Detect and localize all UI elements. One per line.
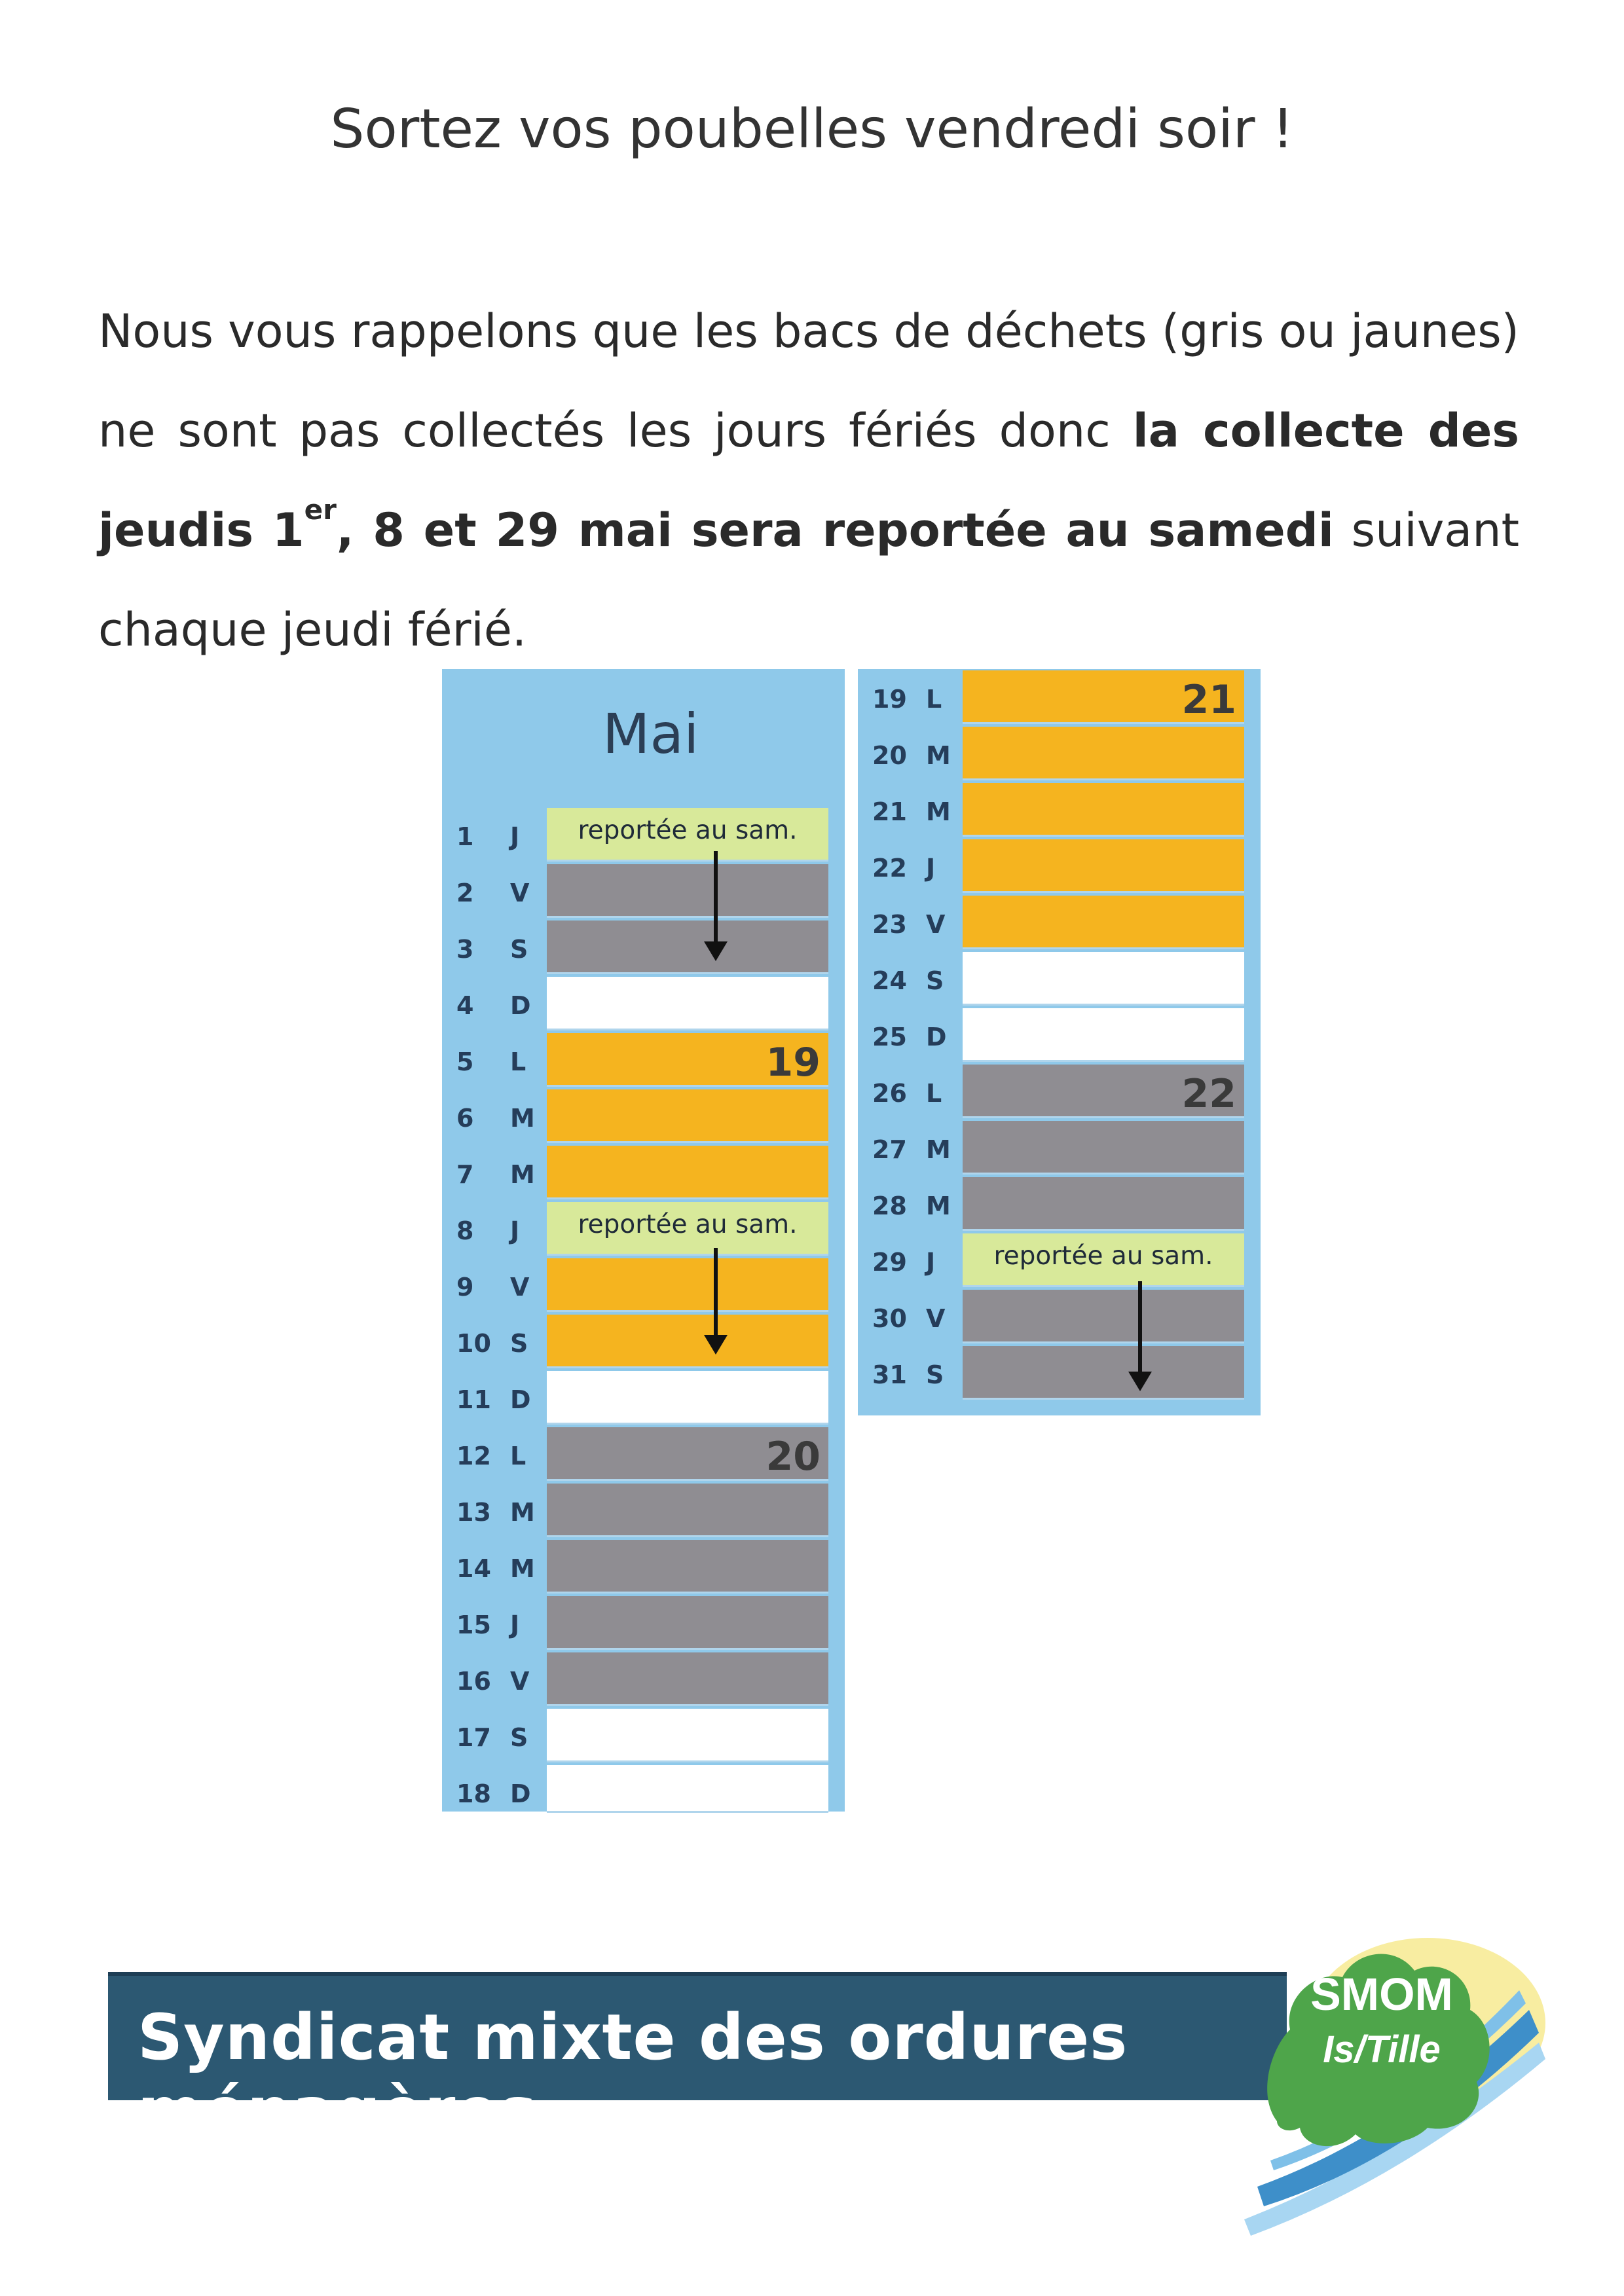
calendar-row xyxy=(858,894,1251,951)
day-cell-yellow xyxy=(963,727,1244,780)
day-label: 16 V xyxy=(456,1667,530,1696)
week-number: 22 xyxy=(1181,1071,1236,1117)
paragraph-text-2: suivant chaque jeudi férié. xyxy=(98,503,1520,657)
page-title: Sortez vos poubelles vendredi soir ! xyxy=(330,98,1294,160)
day-label: 21 M xyxy=(872,797,951,826)
calendar-row xyxy=(858,1345,1251,1401)
paragraph-bold-2: , 8 et 29 mai sera reportée au samedi xyxy=(336,503,1334,557)
day-label: 26 L xyxy=(872,1079,942,1108)
day-cell-white xyxy=(547,1371,828,1425)
day-label: 28 M xyxy=(872,1192,951,1220)
day-label: 29 J xyxy=(872,1248,936,1277)
day-cell-yellow xyxy=(963,839,1244,893)
day-cell-white xyxy=(547,977,828,1030)
paragraph-superscript: er xyxy=(304,494,337,526)
down-arrow-icon xyxy=(714,1248,718,1343)
day-label: 19 L xyxy=(872,685,942,714)
day-label: 6 M xyxy=(456,1104,535,1133)
day-cell-gray xyxy=(963,1290,1244,1343)
day-cell-white xyxy=(963,952,1244,1006)
reported-label: reportée au sam. xyxy=(578,1210,798,1239)
week-number: 19 xyxy=(766,1040,821,1085)
day-cell-white xyxy=(547,1709,828,1762)
day-cell-reported xyxy=(547,808,828,862)
day-cell-yellow xyxy=(963,896,1244,949)
calendar-row xyxy=(858,1176,1251,1232)
paragraph-text-1: Nous vous rappelons que les bacs de déchets (gris ou jaunes) ne sont pas collectés les jours fériés donc xyxy=(98,304,1519,458)
calendar-month-title: Mai xyxy=(602,702,699,766)
calendar-row xyxy=(858,1007,1251,1063)
reported-label: reportée au sam. xyxy=(993,1241,1213,1271)
calendar-row xyxy=(442,1370,835,1426)
day-cell-gray xyxy=(963,1121,1244,1175)
day-label: 13 M xyxy=(456,1498,535,1527)
day-cell-reported xyxy=(547,1202,828,1256)
reported-label: reportée au sam. xyxy=(578,816,798,845)
smom-logo xyxy=(1231,1912,1559,2239)
calendar-row xyxy=(858,1232,1251,1288)
day-cell-yellow xyxy=(547,1146,828,1199)
calendar-column-1 xyxy=(442,669,845,1812)
day-cell-yellow xyxy=(547,1258,828,1312)
day-cell-gray xyxy=(547,864,828,918)
footer-banner xyxy=(108,1972,1287,2147)
day-label: 14 M xyxy=(456,1554,535,1583)
calendar-row xyxy=(442,919,835,975)
day-label: 17 S xyxy=(456,1723,528,1752)
paragraph-bold-1: la collecte des jeudis 1 xyxy=(98,404,1519,557)
calendar-row xyxy=(442,1595,835,1651)
day-label: 25 D xyxy=(872,1023,947,1051)
day-cell-yellow xyxy=(547,1033,828,1087)
week-number: 21 xyxy=(1181,677,1236,723)
calendar-row xyxy=(858,1063,1251,1120)
day-cell-white xyxy=(547,1765,828,1813)
calendar-row xyxy=(442,863,835,919)
day-label: 4 D xyxy=(456,991,531,1020)
day-label: 11 D xyxy=(456,1385,531,1414)
calendar-row xyxy=(442,1539,835,1595)
day-label: 24 S xyxy=(872,966,944,995)
day-label: 15 J xyxy=(456,1611,520,1639)
day-label: 30 V xyxy=(872,1304,946,1333)
day-cell-white xyxy=(963,1008,1244,1062)
day-label: 2 V xyxy=(456,879,530,907)
day-cell-reported xyxy=(963,1233,1244,1287)
calendar-row xyxy=(442,1088,835,1144)
calendar-row xyxy=(858,1120,1251,1176)
day-cell-gray xyxy=(547,920,828,974)
calendar-row xyxy=(442,1144,835,1201)
calendar-row xyxy=(858,838,1251,894)
reminder-paragraph xyxy=(98,282,1519,680)
week-number: 20 xyxy=(766,1434,821,1480)
calendar-row xyxy=(442,1032,835,1088)
calendar-row xyxy=(442,807,835,863)
day-cell-yellow xyxy=(547,1089,828,1143)
calendar-row xyxy=(858,669,1251,725)
day-cell-gray xyxy=(963,1177,1244,1231)
day-label: 23 V xyxy=(872,910,946,939)
day-cell-yellow xyxy=(547,1315,828,1368)
day-label: 12 L xyxy=(456,1442,526,1470)
calendar-row xyxy=(442,1313,835,1370)
day-label: 7 M xyxy=(456,1160,535,1189)
day-cell-yellow xyxy=(963,783,1244,837)
day-label: 18 D xyxy=(456,1779,531,1808)
calendar-row xyxy=(442,1426,835,1482)
down-arrow-icon xyxy=(714,851,718,949)
day-cell-gray xyxy=(547,1427,828,1481)
day-cell-gray xyxy=(963,1346,1244,1400)
calendar-row xyxy=(442,1257,835,1313)
day-label: 27 M xyxy=(872,1135,951,1164)
calendar-row xyxy=(858,782,1251,838)
day-label: 1 J xyxy=(456,822,520,851)
day-cell-gray xyxy=(547,1596,828,1650)
calendar-row xyxy=(442,1707,835,1764)
day-cell-gray xyxy=(963,1065,1244,1118)
day-cell-gray xyxy=(547,1652,828,1706)
logo-text-smom: SMOM xyxy=(1310,1969,1453,2020)
down-arrow-icon xyxy=(1138,1281,1142,1379)
calendar-column-2 xyxy=(858,669,1261,1415)
calendar-row xyxy=(442,1201,835,1257)
day-label: 3 S xyxy=(456,935,528,964)
day-cell-gray xyxy=(547,1484,828,1537)
day-label: 5 L xyxy=(456,1048,526,1076)
day-cell-yellow xyxy=(963,670,1244,724)
day-cell-gray xyxy=(547,1540,828,1594)
day-label: 10 S xyxy=(456,1329,528,1358)
calendar-row xyxy=(442,975,835,1032)
day-label: 9 V xyxy=(456,1273,530,1302)
calendar-row xyxy=(442,1482,835,1539)
calendar-row xyxy=(442,1651,835,1707)
calendar-row xyxy=(858,1288,1251,1345)
calendar-row xyxy=(858,951,1251,1007)
day-label: 22 J xyxy=(872,854,936,883)
day-label: 31 S xyxy=(872,1360,944,1389)
day-label: 20 M xyxy=(872,741,951,770)
day-label: 8 J xyxy=(456,1216,520,1245)
calendar-row xyxy=(858,725,1251,782)
calendar-row xyxy=(442,1764,835,1820)
logo-text-istille: Is/Tille xyxy=(1323,2028,1441,2071)
banner-text: Syndicat mixte des ordures ménagères xyxy=(138,2001,1128,2147)
